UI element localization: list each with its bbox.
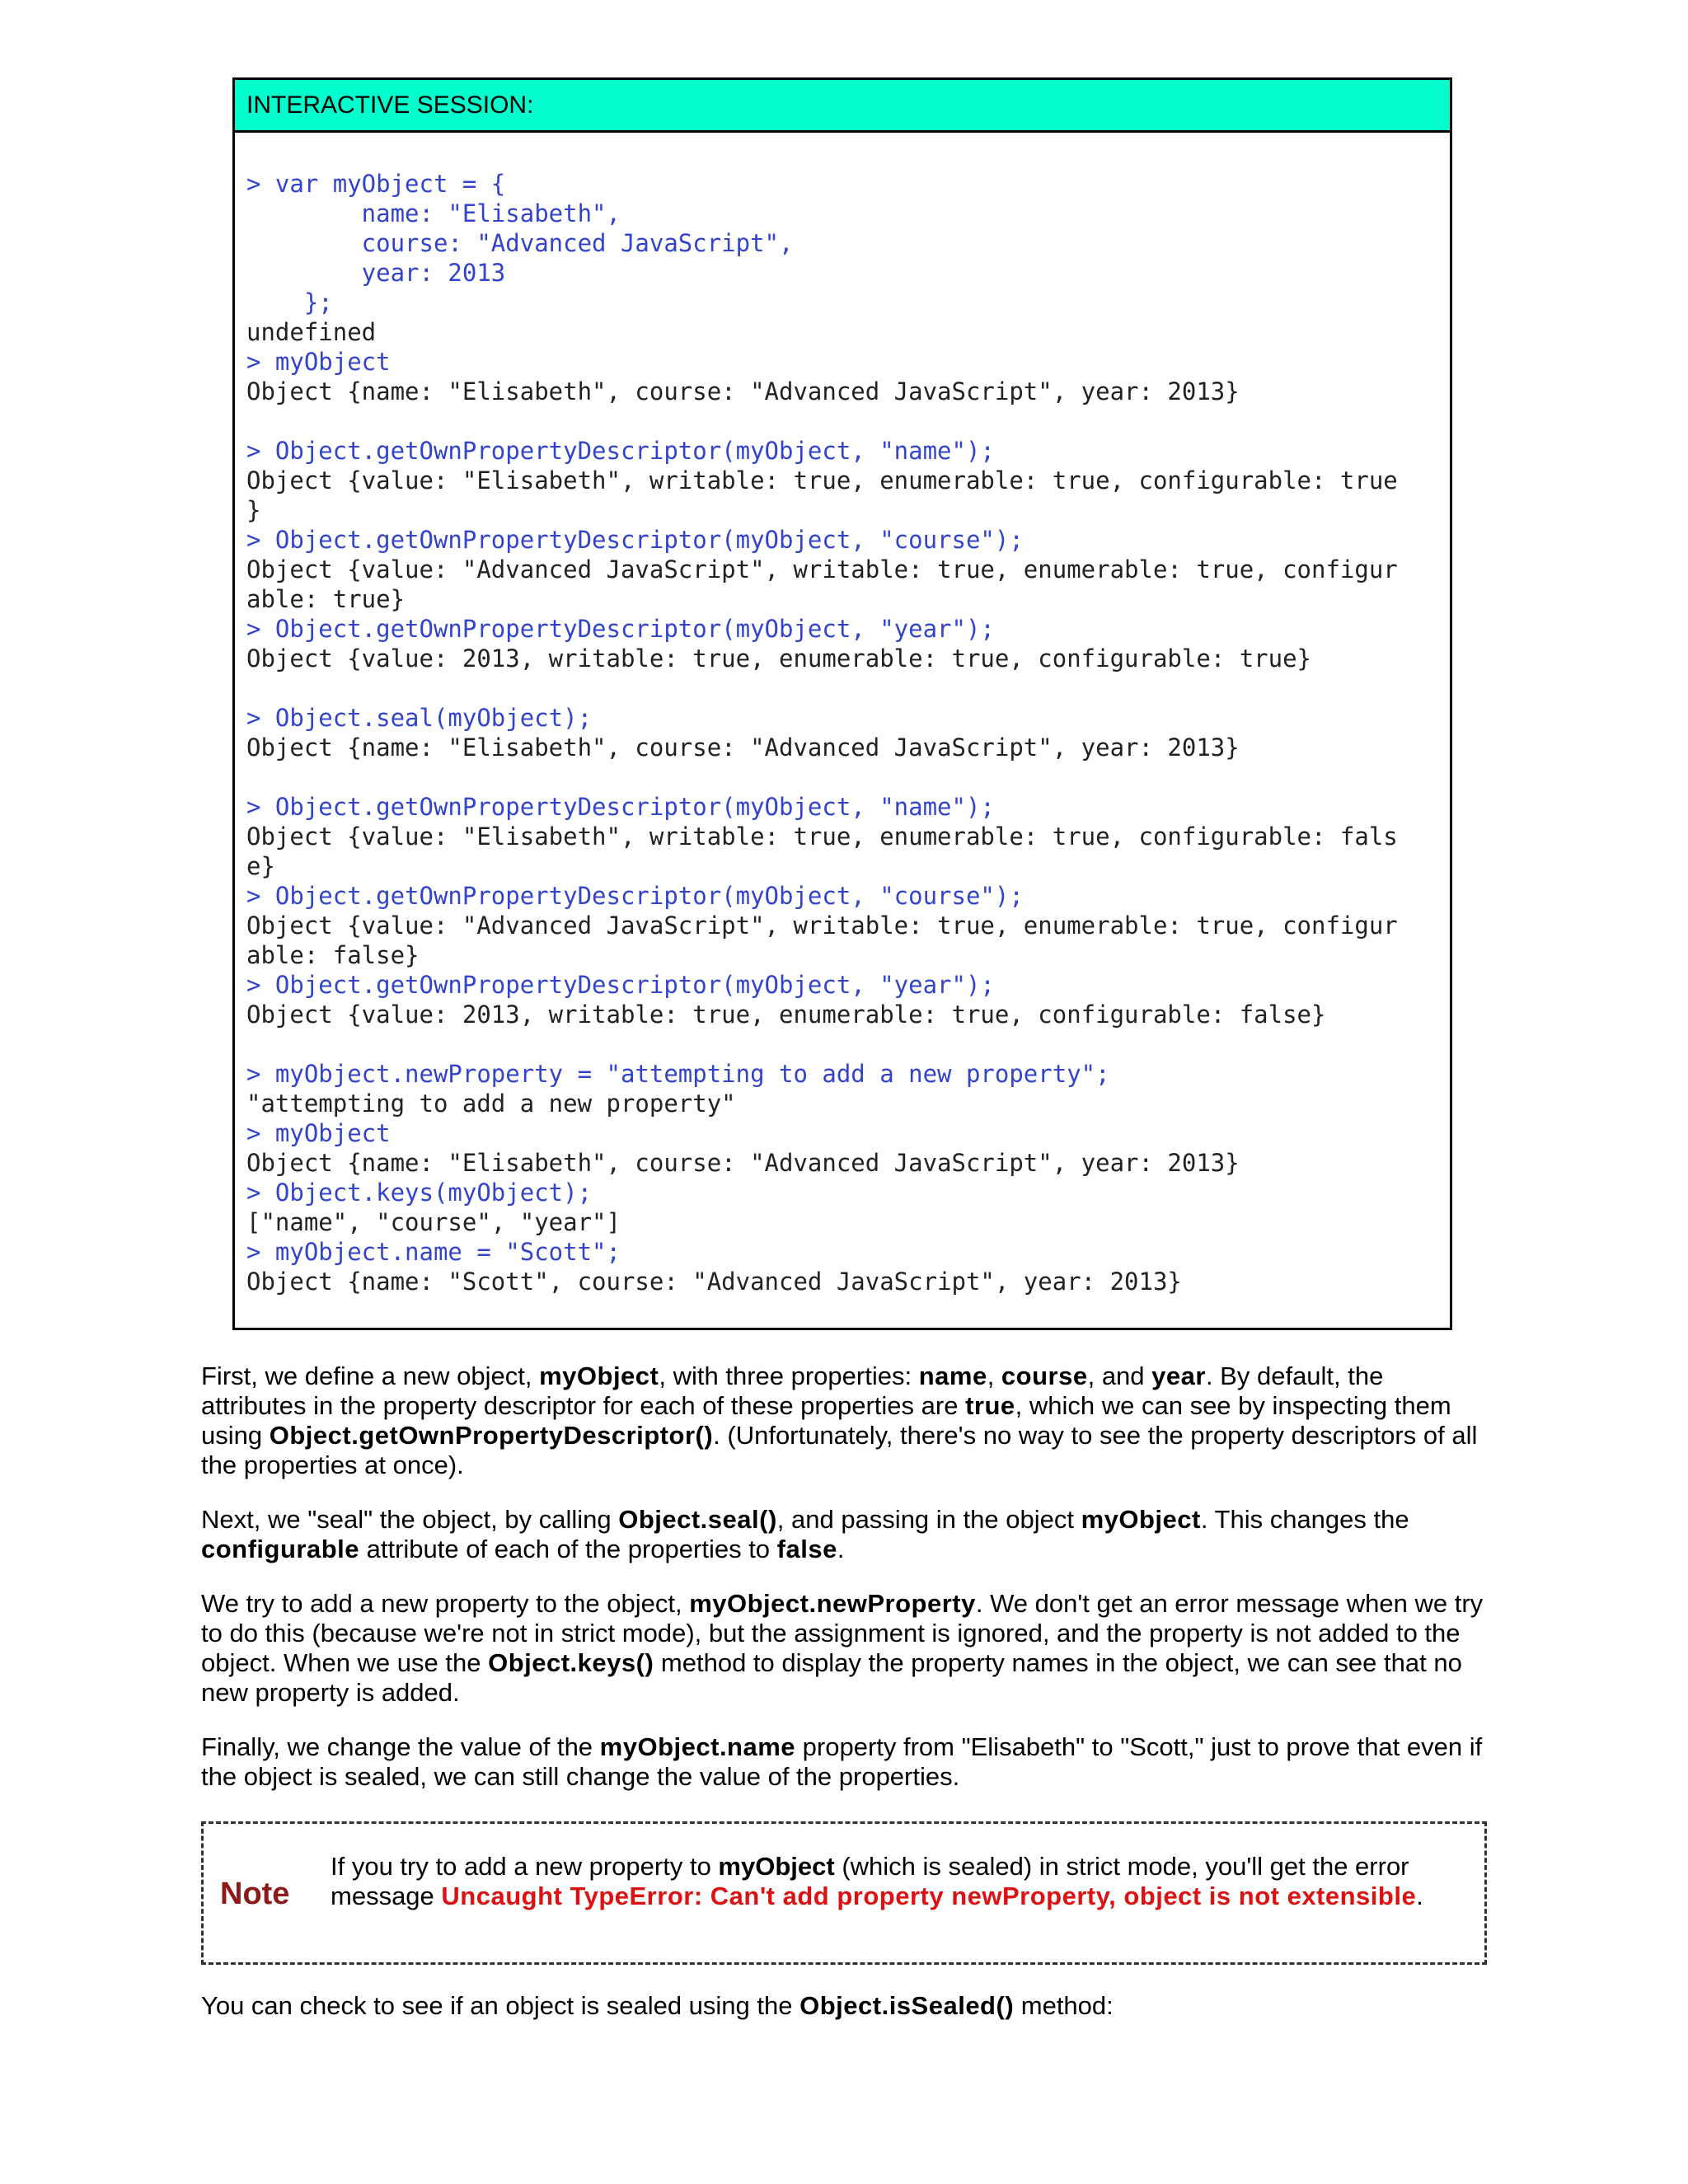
- text-run: . We don't get an error message when we try to do this (because we're not in strict mode), but the assignment is ignored, and the property is not added to the object. When we use the: [201, 1589, 1484, 1677]
- code-output-line: Object {value: 2013, writable: true, enumerable: true, configurable: true}: [246, 644, 1312, 673]
- code-output-line: able: false}: [246, 941, 420, 969]
- code-term: name: [918, 1361, 987, 1390]
- code-output-line: undefined: [246, 318, 377, 346]
- text-run: Finally, we change the value of the: [201, 1732, 600, 1761]
- code-term: course: [1001, 1361, 1088, 1390]
- paragraph-is-sealed: [201, 1991, 1487, 2021]
- session-header-label: INTERACTIVE SESSION:: [246, 91, 534, 119]
- code-term: Object.getOwnPropertyDescriptor(): [269, 1421, 714, 1450]
- code-term: myObject.newProperty: [689, 1589, 976, 1618]
- note-text-middle: (which is sealed) in strict mode, you'll get the error message: [331, 1852, 1409, 1910]
- code-input-line: > Object.getOwnPropertyDescriptor(myObject, "course");: [246, 882, 1024, 910]
- paragraph-add-property: [201, 1589, 1487, 1708]
- interactive-session-box: [232, 77, 1452, 1330]
- text-run: . (Unfortunately, there's no way to see the property descriptors of all the properties at once).: [201, 1421, 1478, 1479]
- code-input-line: > myObject: [246, 348, 391, 376]
- text-run: ,: [987, 1361, 1001, 1390]
- code-input-line: > Object.getOwnPropertyDescriptor(myObject, "year");: [246, 615, 995, 643]
- code-term: true: [965, 1391, 1015, 1420]
- text-run: attribute of each of the properties to: [359, 1535, 777, 1563]
- code-input-line: name: "Elisabeth",: [246, 199, 621, 227]
- code-input-line: year: 2013: [246, 259, 506, 287]
- code-term: Object.isSealed(): [799, 1991, 1015, 2020]
- code-input-line: > Object.getOwnPropertyDescriptor(myObject, "name");: [246, 793, 995, 821]
- code-output-line: }: [246, 496, 261, 524]
- paragraph-seal-object: [201, 1505, 1487, 1564]
- paragraph-change-value: [201, 1732, 1487, 1792]
- code-term: Object.keys(): [488, 1648, 654, 1677]
- code-output-line: Object {value: "Advanced JavaScript", writable: true, enumerable: true, configur: [246, 912, 1398, 940]
- text-run: method to display the property names in the object, we can see that no new property is added.: [201, 1648, 1462, 1707]
- code-term: myObject.name: [599, 1732, 796, 1761]
- code-input-line: course: "Advanced JavaScript",: [246, 229, 794, 257]
- note-text: [331, 1852, 1460, 1911]
- note-box: [201, 1821, 1487, 1965]
- text-run: Next, we "seal" the object, by calling: [201, 1505, 619, 1534]
- text-run: . This changes the: [1200, 1505, 1409, 1534]
- code-output-line: Object {name: "Elisabeth", course: "Advanced JavaScript", year: 2013}: [246, 1149, 1240, 1177]
- text-run: property from "Elisabeth" to "Scott," just to prove that even if the object is sealed, we can still change the value of the properties.: [201, 1732, 1483, 1791]
- code-term: year: [1151, 1361, 1206, 1390]
- code-output-line: Object {value: "Advanced JavaScript", writable: true, enumerable: true, configur: [246, 555, 1398, 583]
- text-run: , which we can see by inspecting them using: [201, 1391, 1451, 1450]
- code-input-line: > Object.getOwnPropertyDescriptor(myObject, "course");: [246, 526, 1024, 554]
- code-blank-line: [246, 673, 1438, 703]
- code-blank-line: [246, 406, 1438, 436]
- code-output-line: e}: [246, 852, 275, 880]
- code-term: false: [776, 1535, 837, 1563]
- note-label: Note: [220, 1877, 290, 1911]
- note-text-after: .: [1416, 1882, 1423, 1910]
- note-object-name: myObject: [718, 1852, 835, 1881]
- code-output-line: ["name", "course", "year"]: [246, 1208, 621, 1236]
- code-input-line: > myObject.newProperty = "attempting to add a new property";: [246, 1060, 1110, 1088]
- text-run: method:: [1014, 1991, 1114, 2020]
- text-run: .: [837, 1535, 845, 1563]
- note-error-message: Uncaught TypeError: Can't add property newProperty, object is not extensible: [441, 1882, 1417, 1910]
- text-run: , and passing in the object: [776, 1505, 1081, 1534]
- session-header: [235, 80, 1450, 133]
- code-input-line: };: [246, 288, 333, 316]
- code-output-line: Object {name: "Scott", course: "Advanced JavaScript", year: 2013}: [246, 1268, 1182, 1296]
- code-input-line: > myObject.name = "Scott";: [246, 1238, 621, 1266]
- code-term: Object.seal(): [618, 1505, 777, 1534]
- code-input-line: > myObject: [246, 1119, 391, 1147]
- code-input-line: > Object.keys(myObject);: [246, 1179, 593, 1207]
- text-run: First, we define a new object,: [201, 1361, 540, 1390]
- code-input-line: > Object.seal(myObject);: [246, 704, 593, 732]
- code-output-line: Object {name: "Elisabeth", course: "Advanced JavaScript", year: 2013}: [246, 733, 1240, 762]
- code-term: myObject: [539, 1361, 659, 1390]
- code-input-line: > Object.getOwnPropertyDescriptor(myObject, "name");: [246, 437, 995, 465]
- text-run: , with three properties:: [659, 1361, 919, 1390]
- code-output-line: able: true}: [246, 585, 406, 613]
- code-output-line: Object {value: "Elisabeth", writable: true, enumerable: true, configurable: fals: [246, 823, 1398, 851]
- code-term: configurable: [201, 1535, 360, 1563]
- text-run: You can check to see if an object is sealed using the: [201, 1991, 800, 2020]
- text-run: . By default, the attributes in the property descriptor for each of these properties are: [201, 1361, 1384, 1420]
- session-code: [235, 133, 1450, 1296]
- code-blank-line: [246, 1029, 1438, 1059]
- note-text-before: If you try to add a new property to: [331, 1852, 719, 1881]
- code-input-line: > Object.getOwnPropertyDescriptor(myObject, "year");: [246, 971, 995, 999]
- text-run: , and: [1087, 1361, 1152, 1390]
- code-output-line: "attempting to add a new property": [246, 1090, 736, 1118]
- code-input-line: > var myObject = {: [246, 170, 506, 198]
- paragraph-define-object: [201, 1361, 1487, 1480]
- code-term: myObject: [1081, 1505, 1201, 1534]
- code-output-line: Object {value: "Elisabeth", writable: true, enumerable: true, configurable: true: [246, 466, 1398, 494]
- text-run: We try to add a new property to the object,: [201, 1589, 690, 1618]
- code-output-line: Object {value: 2013, writable: true, enumerable: true, configurable: false}: [246, 1001, 1326, 1029]
- code-blank-line: [246, 762, 1438, 792]
- code-output-line: Object {name: "Elisabeth", course: "Advanced JavaScript", year: 2013}: [246, 377, 1240, 405]
